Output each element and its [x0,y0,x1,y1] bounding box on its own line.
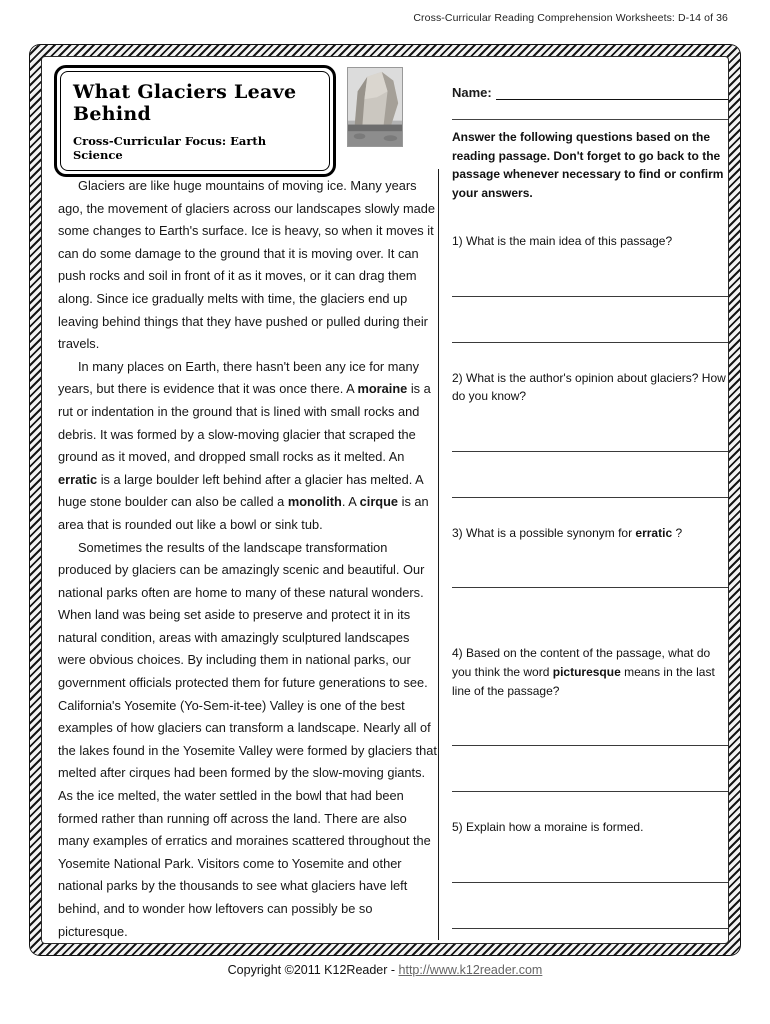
answer-line [452,883,728,929]
question-text [452,524,728,543]
decorative-border-frame [30,45,740,955]
answer-line [452,837,728,883]
passage-paragraph [58,175,440,356]
name-blank-line [496,85,728,100]
answer-line [452,297,728,343]
text-segment: Sometimes the results of the landscape transformation produced by glaciers can be amazingly scenic and beautiful. Our national parks often are home to many of these natural wonders. When land was being set aside to preserve and protect it in its natural condition, areas with amazingly sculptured landscapes were obvious choices. By including them in national parks, our government officials protected them for future generations to see. California's Yosemite (Yo-Sem-it-tee) Valley is one of the best examples of how glaciers can transform a landscape. Nearly all of the lakes found in the Yosemite Valley were formed by glaciers that melted after cirques had been formed by the slow-moving giants. As the ice melted, the water settled in the bowl that had been formed rather than running off across the land. There are also many examples of erratics and moraines scattered throughout the Yosemite National Park. Visitors come to Yosemite and other national parks by the thousands to see what glaciers have left behind, and to wonder how leftovers can possibly be so picturesque. [58,539,437,939]
text-segment: Based on the content of the passage, what do you think the word [452,646,711,679]
text-segment: is a large boulder left behind after a glacier has melted. A huge stone boulder can also be called a [58,471,423,510]
question-number: 3) [452,525,467,540]
vocabulary-term: picturesque [552,664,621,679]
text-segment: is an area that is rounded out like a bowl or sink tub. [58,494,429,532]
worksheet-series-label: Cross-Curricular Reading Comprehension Worksheets: D-14 of 36 [413,12,728,24]
question-number: 1) [452,234,467,248]
copyright-text: Copyright ©2011 K12Reader - [227,963,399,977]
vocabulary-term: cirque [359,494,399,510]
answer-line [452,746,728,792]
text-segment: ? [672,525,683,540]
text-segment: . A [341,494,360,510]
text-segment: is a rut or indentation in the ground that is lined with small rocks and debris. It was formed by a slow-moving glacier that scraped the ground as it moved, and dropped small rocks as it melted. An [58,381,431,465]
instructions-text: Answer the following questions based on the reading passage. Don't forget to go back to the passage whenever necessary to find or confirm your answers. [452,119,728,203]
name-field [452,85,728,100]
text-segment: Explain how a moraine is formed. [466,820,644,835]
footer [0,963,770,977]
text-segment: What is the author's opinion about glaciers? How do you know? [452,370,726,404]
text-segment: What is the main idea of this passage? [466,234,673,248]
vocabulary-term: erratic [58,471,98,487]
passage-paragraph [58,537,440,944]
question-block [452,524,728,589]
question-text [452,232,728,251]
k12reader-link[interactable]: http://www.k12reader.com [398,963,543,977]
name-label: Name: [452,85,492,100]
question-text [452,369,728,406]
text-segment: Glaciers are like huge mountains of moving ice. Many years ago, the movement of glaciers across our landscapes slowly made some changes to Earth's surface. Ice is heavy, so when it moves it can do some damage to the ground that it is moving over. It can push rocks and soil in front of it as it moves, or it can drag them along. Since ice gradually melts with time, the glaciers end up leaving behind things that they have pushed or pulled during their travels. [58,178,435,352]
answer-line [452,406,728,452]
answer-line [452,542,728,588]
vocabulary-term: erratic [635,525,673,540]
questions-list [452,232,728,955]
text-segment: In many places on Earth, there hasn't been any ice for many years, but there is evidence that it was once there. A [58,358,420,397]
question-block [452,232,728,343]
vocabulary-term: monolith [287,494,342,510]
erratic-boulder-photo [347,67,403,147]
answer-line [452,251,728,297]
passage-paragraph [58,356,440,537]
boulder-illustration [348,68,402,146]
passage [58,175,440,943]
worksheet-title: What Glaciers Leave Behind [73,81,297,125]
answer-line [452,452,728,498]
question-block [452,644,728,792]
question-number: 2) [452,370,467,385]
question-text [452,644,728,700]
worksheet-subtitle: Cross-Curricular Focus: Earth Science [73,134,267,162]
question-number: 5) [452,820,467,835]
question-text [452,818,728,837]
question-block [452,369,728,498]
title-box [54,65,336,177]
worksheet-content-area [41,56,729,944]
answer-line [452,700,728,746]
title-box-inner [60,71,330,171]
vocabulary-term: moraine [357,381,408,397]
question-number: 4) [452,646,467,661]
question-block [452,818,728,929]
text-segment: What is a possible synonym for [466,525,636,540]
text-segment: means in the last line of the passage? [452,664,715,698]
